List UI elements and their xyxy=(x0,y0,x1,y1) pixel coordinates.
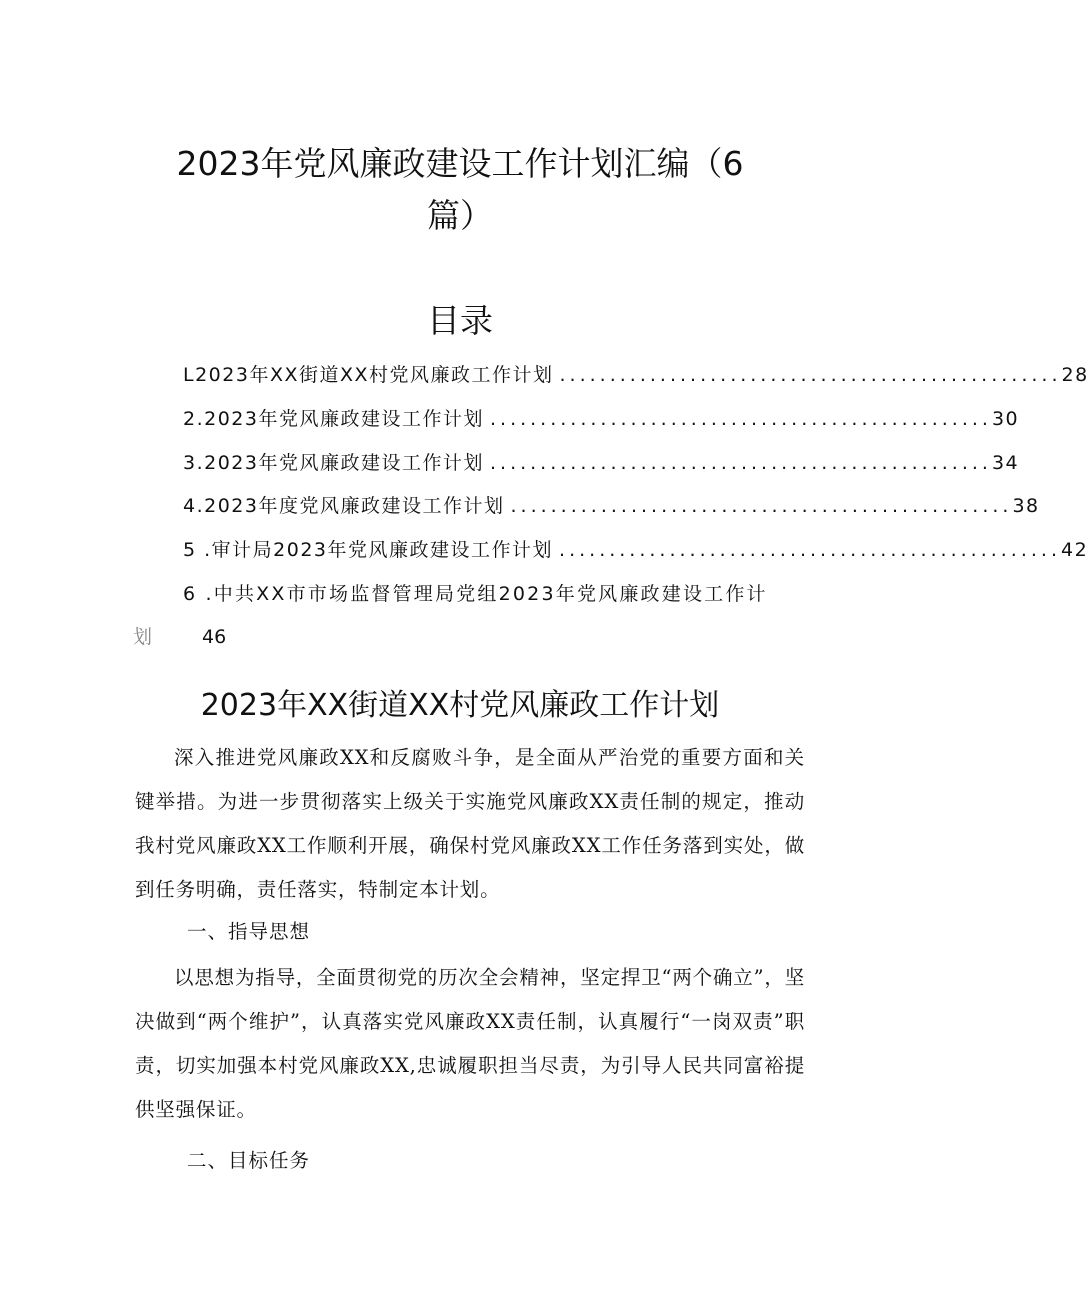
toc-entry-label: 5 .审计局2023年党风廉政建设工作计划 xyxy=(183,539,554,561)
toc-entry[interactable] xyxy=(183,491,1040,518)
toc-page-number: 28 xyxy=(1061,364,1089,386)
toc-entry-label: 3.2023年党风廉政建设工作计划 xyxy=(183,452,484,474)
toc-entry-label: L2023年XX街道XX村党风廉政工作计划 xyxy=(183,364,554,386)
toc-page-number: 34 xyxy=(991,452,1020,474)
body-paragraph: 以思想为指导，全面贯彻党的历次全会精神，坚定捍卫“两个确立”，坚决做到“两个维护”，认真落实党风廉政XX责任制，认真履行“一岗双责”职责，切实加强本村党风廉政XX,忠诚履职担当尽责，为引导人民共同富裕提供坚强保证。 xyxy=(135,966,805,1121)
document-title-line1: 2023年党风廉政建设工作计划汇编（6 xyxy=(176,144,744,183)
toc-entry-label: 6 .中共XX市市场监督管理局党组2023年党风廉政建设工作计 xyxy=(183,583,768,605)
toc-entry[interactable] xyxy=(183,535,1089,562)
toc-entry-label: 4.2023年度党风廉政建设工作计划 xyxy=(183,495,505,517)
toc-leader-dots: .................................................. xyxy=(559,364,1062,386)
toc-entry[interactable] xyxy=(183,360,1089,387)
toc-entry[interactable] xyxy=(183,448,1020,475)
toc-leader-dots: .................................................. xyxy=(489,452,992,474)
toc-page-number: 46 xyxy=(202,626,227,648)
toc-entry-label-continuation: 划 xyxy=(133,626,153,648)
toc-page-number: 30 xyxy=(991,408,1020,430)
toc-entry-6[interactable] xyxy=(183,579,793,606)
body-paragraph: 深入推进党风廉政XX和反腐败斗争，是全面从严治党的重要方面和关键举措。为进一步贯彻落实上级关于实施党风廉政XX责任制的规定，推动我村党风廉政XX工作顺利开展，确保村党风廉政XX工作任务落到实处，做到任务明确，责任落实，特制定本计划。 xyxy=(135,746,805,901)
toc-leader-dots: .................................................. xyxy=(559,539,1062,561)
toc-leader-dots: .................................................. xyxy=(489,408,992,430)
toc-page-number: 38 xyxy=(1012,495,1040,517)
toc-entry-6-continuation[interactable] xyxy=(133,622,226,649)
document-title-line2: 篇） xyxy=(427,196,493,235)
toc-heading: 目录 xyxy=(427,301,493,340)
section-subheading: 二、目标任务 xyxy=(187,1149,311,1172)
section-subheading: 一、指导思想 xyxy=(187,920,311,943)
section-title: 2023年XX街道XX村党风廉政工作计划 xyxy=(200,688,720,723)
toc-page-number: 42 xyxy=(1061,539,1089,561)
toc-entry[interactable] xyxy=(183,404,1020,431)
toc-entry-label: 2.2023年党风廉政建设工作计划 xyxy=(183,408,484,430)
toc-leader-dots: .................................................. xyxy=(510,495,1013,517)
